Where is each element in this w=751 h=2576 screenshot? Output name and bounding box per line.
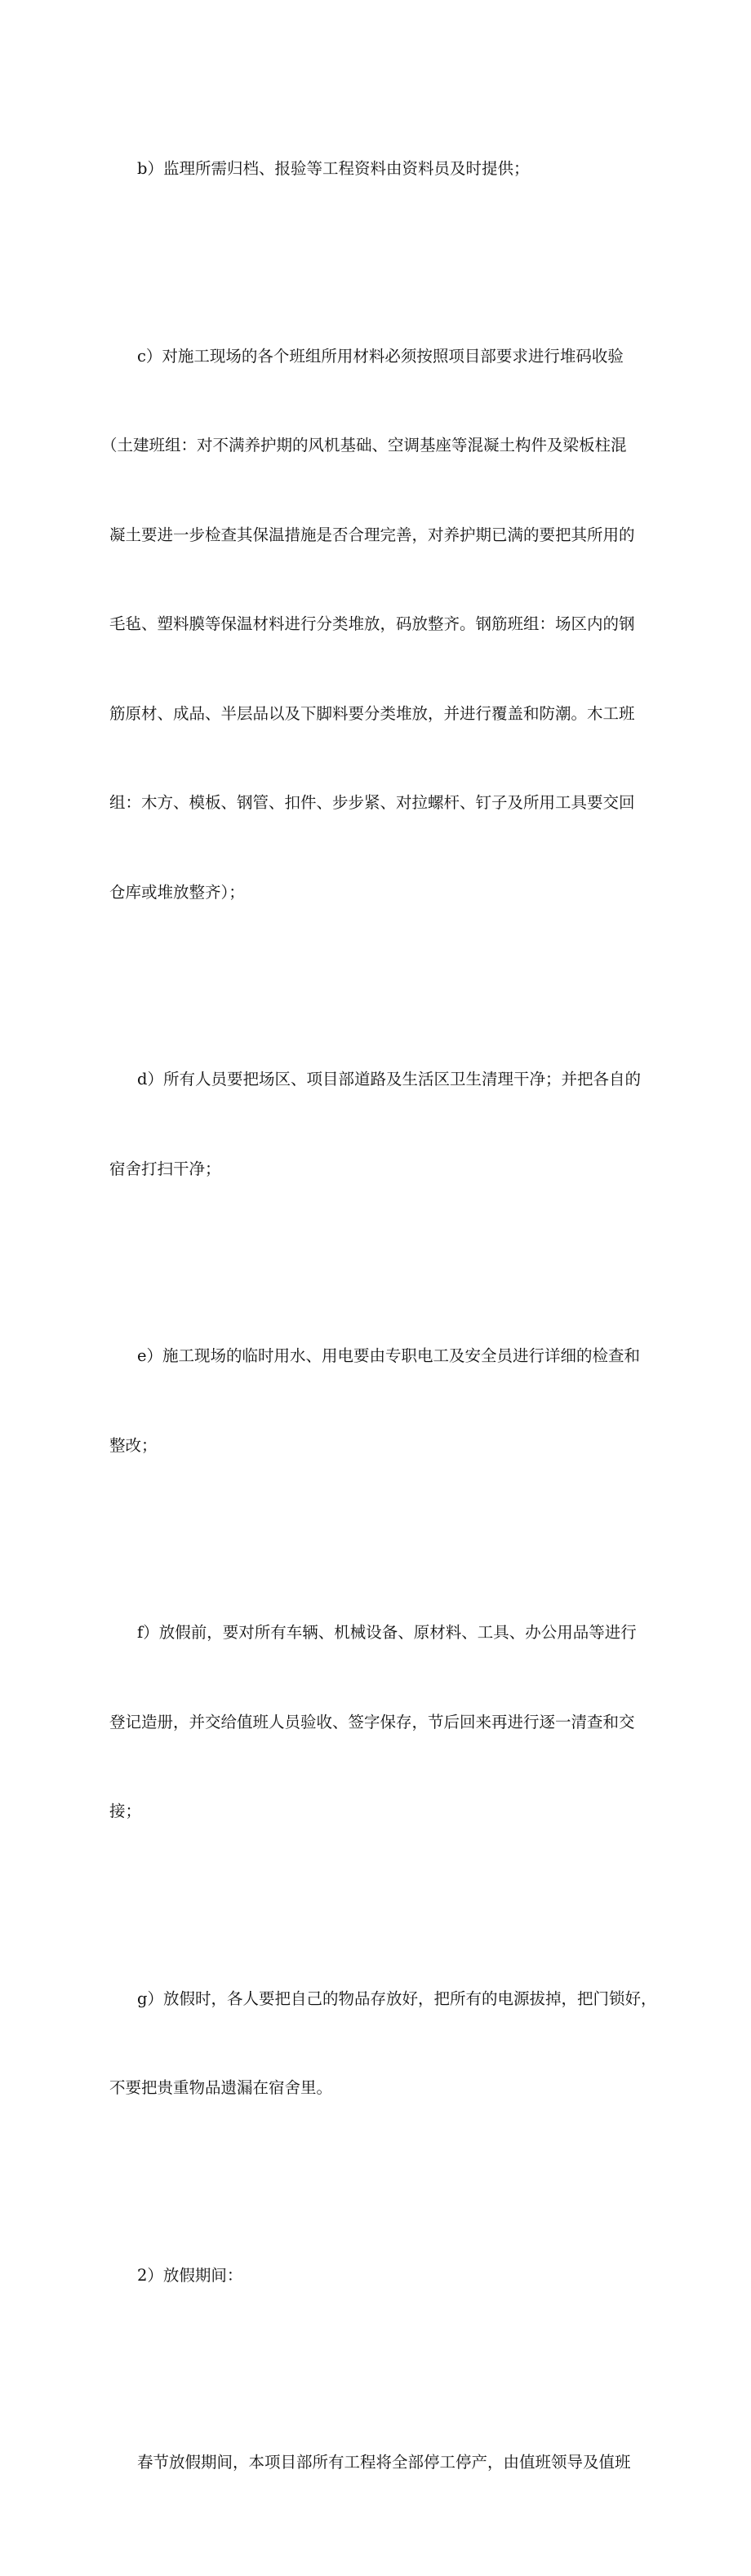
text-line: （土建班组：对不满养护期的风机基础、空调基座等混凝土构件及梁板柱混 xyxy=(101,436,627,454)
text-line: 宿舍打扫干净； xyxy=(109,1159,221,1178)
text-line: c）对施工现场的各个班组所用材料必须按照项目部要求进行堆码收验 xyxy=(137,346,624,366)
text-line: 仓库或堆放整齐）； xyxy=(109,882,245,902)
text-line: 整改； xyxy=(109,1435,158,1455)
text-line: f）放假前，要对所有车辆、机械设备、原材料、工具、办公用品等进行 xyxy=(137,1623,637,1642)
paragraph-e xyxy=(109,1282,651,1520)
text-line: e）施工现场的临时用水、用电要由专职电工及安全员进行详细的检查和 xyxy=(137,1346,641,1365)
paragraph-b xyxy=(109,95,651,244)
paragraph-c xyxy=(101,282,651,968)
text-line: 接； xyxy=(109,1802,142,1820)
text-line: 春节放假期间，本项目部所有工程将全部停工停产，由值班领导及值班 xyxy=(137,2453,631,2472)
text-line: 不要把贵重物品遗漏在宿舍里。 xyxy=(109,2078,333,2097)
text-line: d）所有人员要把场区、项目部道路及生活区卫生清理干净；并把各自的 xyxy=(137,1070,641,1088)
paragraph-g xyxy=(109,1925,657,2163)
text-line: 毛毡、塑料膜等保温材料进行分类堆放，码放整齐。钢筋班组：场区内的钢 xyxy=(109,614,635,633)
text-line: g）放假时，各人要把自己的物品存放好，把所有的电源拔掉，把门锁好， xyxy=(137,1989,657,2008)
paragraph-f xyxy=(109,1558,651,1887)
text-line: 2）放假期间： xyxy=(137,2265,243,2285)
text-line: 筋原材、成品、半层品以及下脚料要分类堆放，并进行覆盖和防潮。木工班 xyxy=(109,703,635,723)
text-line: 凝土要进一步检查其保温措施是否合理完善，对养护期已满的要把其所用的 xyxy=(109,525,635,544)
paragraph-holiday-period xyxy=(109,2388,651,2538)
paragraph-d xyxy=(109,1005,651,1244)
text-line: 组：木方、模板、钢管、扣件、步步紧、对拉螺杆、钉子及所用工具要交回 xyxy=(109,793,635,812)
text-line: 登记造册，并交给值班人员验收、签字保存，节后回来再进行逐一清查和交 xyxy=(109,1712,635,1731)
text-line: b）监理所需归档、报验等工程资料由资料员及时提供； xyxy=(137,159,530,178)
document-body xyxy=(101,95,657,2576)
section-heading-holiday-period xyxy=(109,2201,651,2351)
